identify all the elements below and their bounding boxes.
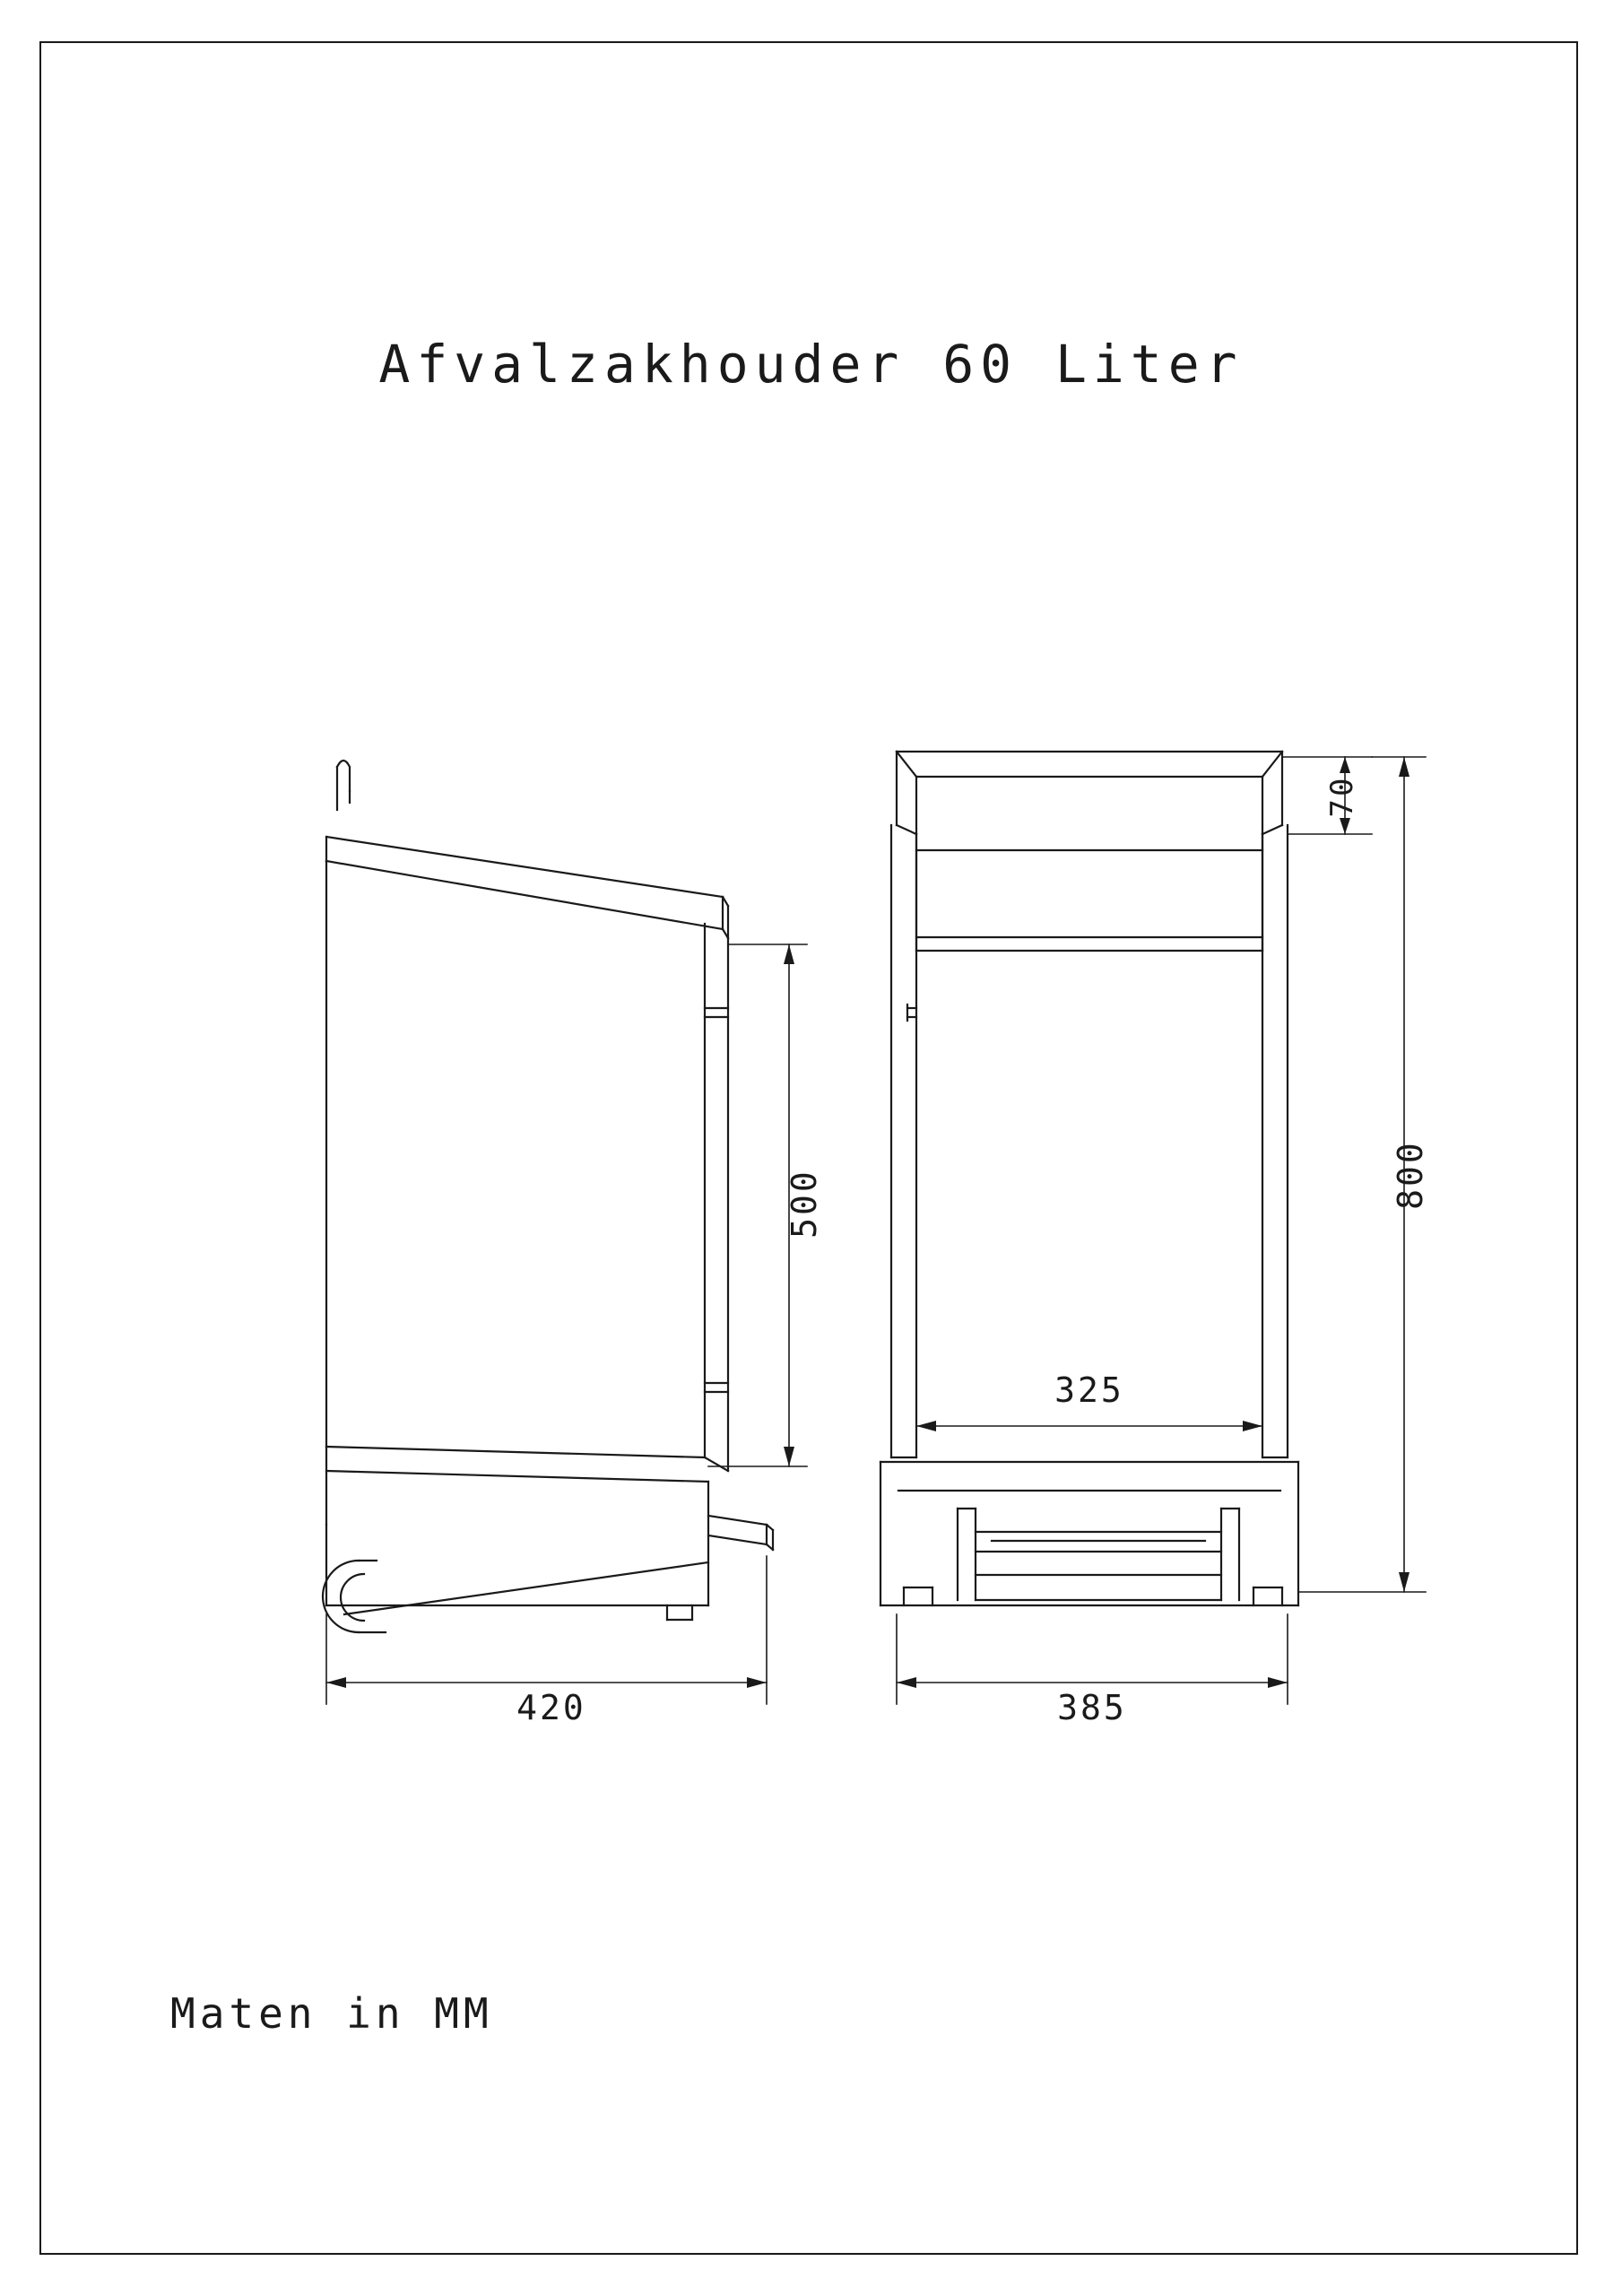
side-view-geometry xyxy=(323,761,773,1632)
dimension-label-70: 70 xyxy=(1324,775,1360,818)
units-note: Maten in MM xyxy=(170,1989,493,2038)
front-view-geometry xyxy=(880,752,1298,1605)
dimension-label-385: 385 xyxy=(1057,1688,1127,1727)
dimension-label-800: 800 xyxy=(1391,1140,1430,1210)
page-title: Afvalzakhouder 60 Liter xyxy=(378,334,1244,395)
dimension-label-420: 420 xyxy=(516,1688,586,1727)
dimension-label-500: 500 xyxy=(785,1169,824,1239)
dimension-325 xyxy=(916,1421,1262,1431)
dimension-label-325: 325 xyxy=(1054,1370,1124,1410)
dimension-420 xyxy=(326,1556,767,1704)
